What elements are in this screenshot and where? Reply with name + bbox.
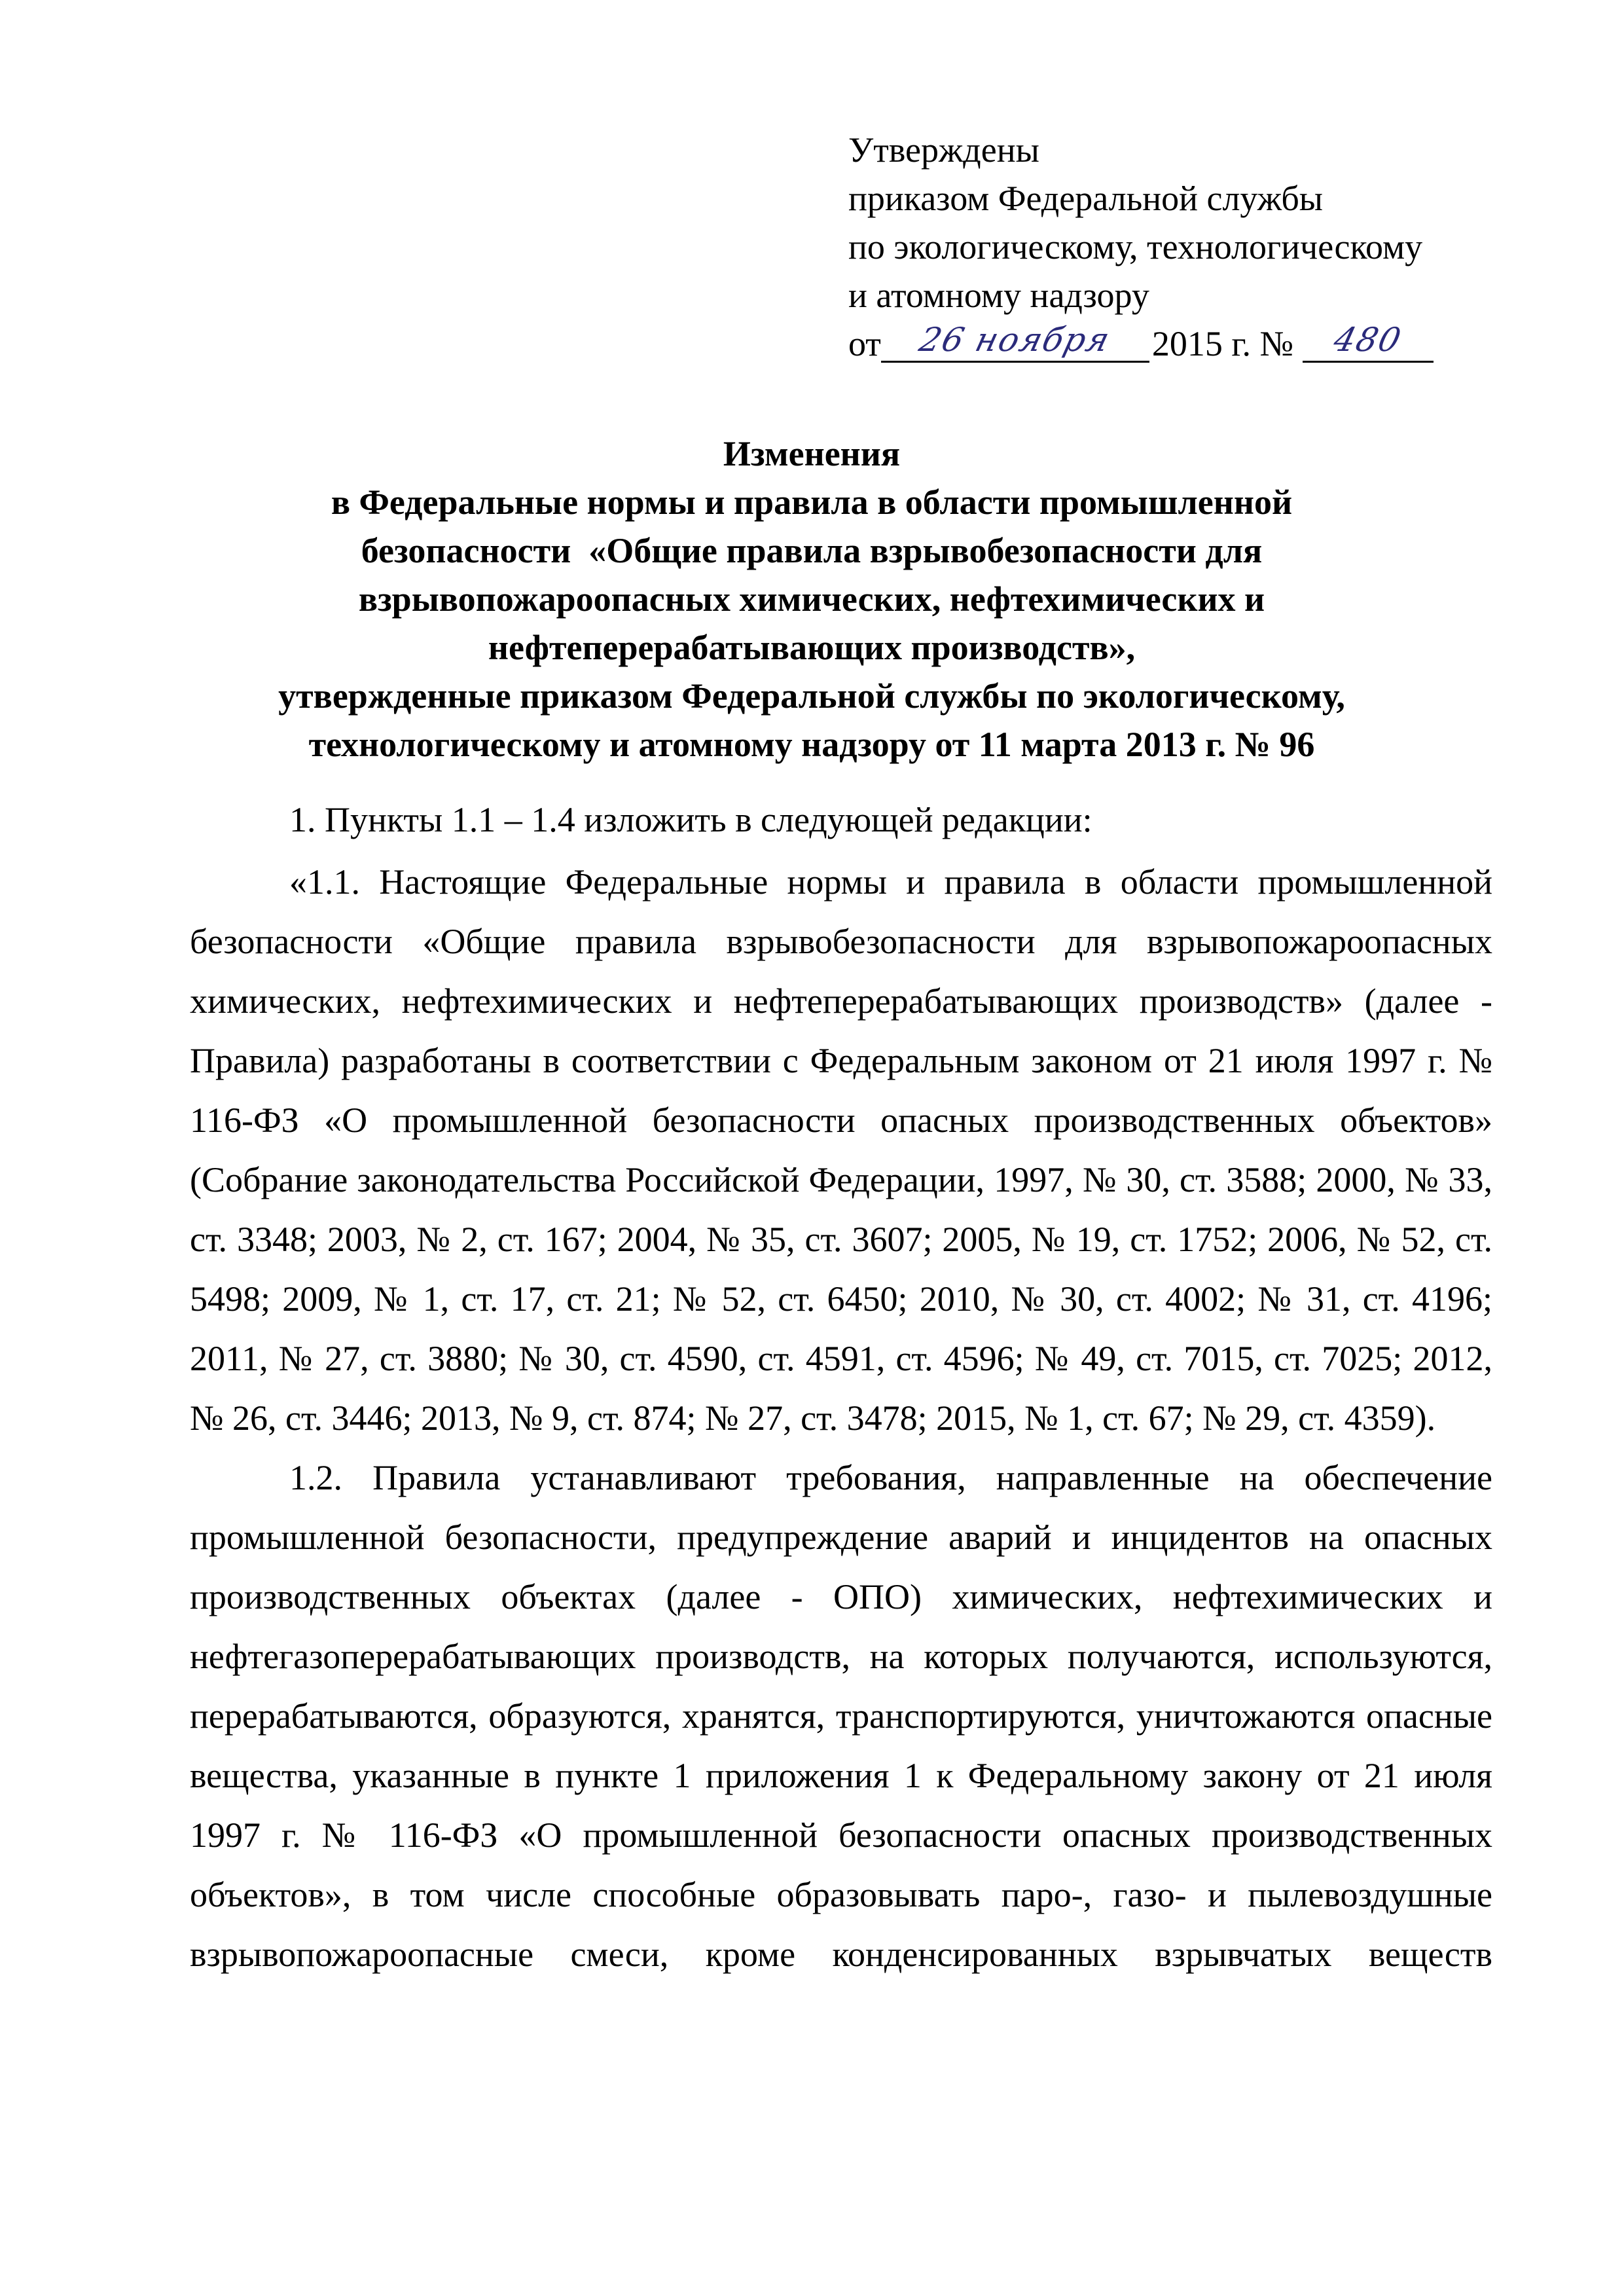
- handwritten-date-field: [881, 321, 1149, 363]
- document-body: [190, 792, 1492, 1984]
- approval-line-1: Утверждены: [848, 130, 1039, 170]
- paragraph-1: 1. Пункты 1.1 – 1.4 изложить в следующей редакции:: [289, 800, 1092, 839]
- approval-block: [848, 126, 1434, 368]
- title-line-4: взрывопожароопасных химических, нефтехимических и: [358, 579, 1265, 619]
- title-line-6: утвержденные приказом Федеральной службы по экологическому,: [278, 676, 1345, 716]
- handwritten-number-field: [1303, 321, 1434, 363]
- paragraph-1-1: «1.1. Настоящие Федеральные нормы и правила в области промышленной безопасности «Общие правила взрывобезопасности для взрывопожароопасных химических, нефтехимических и нефтеперерабатывающих производств» (далее - Правила) разработаны в соответствии с Федеральным законом от 21 июля 1997 г. № 116-ФЗ «О промышленной безопасности опасных производственных объектов» (Собрание законодательства Российской Федерации, 1997, № 30, ст. 3588; 2000, № 33, ст. 3348; 2003, № 2, ст. 167; 2004, № 35, ст. 3607; 2005, № 19, ст. 1752; 2006, № 52, ст. 5498; 2009, № 1, ст. 17, ст. 21; № 52, ст. 6450; 2010, № 30, ст. 4002; № 31, ст. 4196; 2011, № 27, ст. 3880; № 30, ст. 4590, ст. 4591, ст. 4596; № 49, ст. 7015, ст. 7025; 2012, № 26, ст. 3446; 2013, № 9, ст. 874; № 27, ст. 3478; 2015, № 1, ст. 67; № 29, ст. 4359).: [190, 862, 1492, 1438]
- title-line-5: нефтеперерабатывающих производств»,: [488, 628, 1136, 667]
- approval-date-line: [848, 319, 1434, 368]
- date-year: 2015 г. №: [1151, 324, 1293, 363]
- title-line-7: технологическому и атомному надзору от 11 марта 2013 г. № 96: [308, 725, 1315, 764]
- title-line-1: Изменения: [723, 434, 901, 473]
- title-line-2: в Федеральные нормы и правила в области промышленной: [331, 483, 1293, 522]
- document-title: [157, 429, 1466, 769]
- handwritten-date: 26 ноября: [916, 321, 1115, 359]
- approval-line-2: приказом Федеральной службы: [848, 179, 1324, 218]
- title-line-3: безопасности «Общие правила взрывобезопасности для: [361, 531, 1263, 570]
- date-prefix: от: [848, 324, 881, 363]
- approval-line-3: по экологическому, технологическому: [848, 227, 1423, 266]
- approval-line-4: и атомному надзору: [848, 276, 1149, 315]
- handwritten-number: 480: [1330, 321, 1406, 359]
- paragraph-1-2: 1.2. Правила устанавливают требования, направленные на обеспечение промышленной безопасности, предупреждение аварий и инцидентов на опасных производственных объектах (далее - ОПО) химических, нефтехимических и нефтегазоперерабатывающих производств, на которых получаются, используются, перерабатываются, образуются, хранятся, транспортируются, уничтожаются опасные вещества, указанные в пункте 1 приложения 1 к Федеральному закону от 21 июля 1997 г. № 116-ФЗ «О промышленной безопасности опасных производственных объектов», в том числе способные образовывать паро-, газо- и пылевоздушные взрывопожароопасные смеси, кроме конденсированных взрывчатых веществ: [190, 1458, 1492, 1974]
